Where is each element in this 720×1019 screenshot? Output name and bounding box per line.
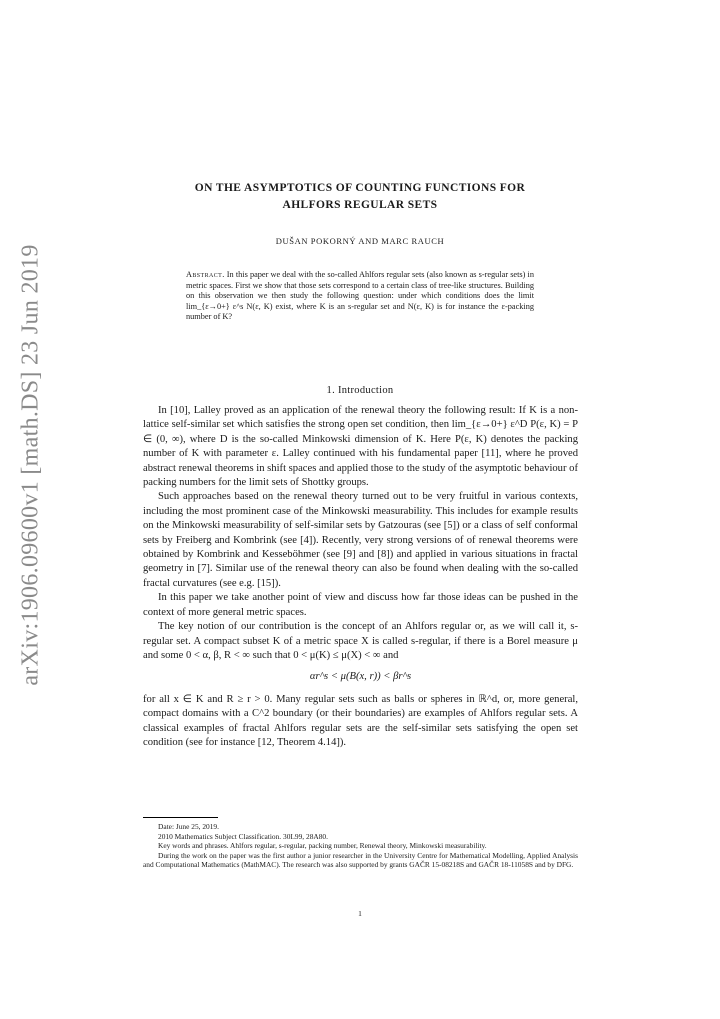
paragraph-3: In this paper we take another point of view and discuss how far those ideas can be pushed in the context of more general metric spaces. xyxy=(143,592,578,618)
footnote-rule xyxy=(143,817,218,818)
display-equation: αr^s < μ(B(x, r)) < βr^s xyxy=(309,671,412,683)
paper-title xyxy=(140,180,580,214)
arxiv-id: arXiv:1906.09600v1 [math.DS] 23 Jun 2019 xyxy=(17,244,44,686)
section-heading: 1. Introduction xyxy=(326,385,394,396)
abstract xyxy=(186,270,534,323)
abstract-label: Abstract. xyxy=(186,270,225,279)
body-text xyxy=(143,404,578,750)
paragraph-1: In [10], Lalley proved as an application of the renewal theory the following result: If K is a non-lattice self-similar set which satisfies the strong open set condition, then lim_{ε→0+} ε^D P(ε, K) = P ∈ (0, ∞), where D is the so-called Minkowski dimension of K. Here P(ε, K) denotes the packing number of K with parameter ε. Lalley continued with his fundamental paper [11], where he proved abstract renewal theorems in shift spaces and applied those to the study of the asymptotic behaviour of packing numbers for the limit sets of Shottky groups. xyxy=(143,405,578,489)
arxiv-stamp xyxy=(17,244,44,686)
page-number: 1 xyxy=(358,909,362,918)
abstract-text: In this paper we deal with the so-called Ahlfors regular sets (also known as s-regular sets) in metric spaces. First we show that those sets correspond to a certain class of tree-like structures. Building on this observation we then study the following question: under which conditions does the limit lim_{ε→0+} ε^s N(ε, K) exist, where K is an s-regular set and N(ε, K) is for instance the ε-packing number of K? xyxy=(186,270,534,322)
footnote-msc: 2010 Mathematics Subject Classification. 30L99, 28A80. xyxy=(158,831,328,841)
title-line-2: AHLFORS REGULAR SETS xyxy=(282,199,438,211)
footnotes xyxy=(143,822,578,870)
paragraph-5: for all x ∈ K and R ≥ r > 0. Many regular sets such as balls or spheres in ℝ^d, or, more general, compact domains with a C^2 boundary (or their boundaries) are examples of Ahlfors regular sets. A classical examples of fractal Ahlfors regular sets are the self-similar sets satisfying the open set condition (see for instance [12, Theorem 4.14]). xyxy=(143,693,578,748)
footnote-date: Date: June 25, 2019. xyxy=(158,822,219,831)
footnote-funding: During the work on the paper was the first author a junior researcher in the University Centre for Mathematical Modelling, Applied Analysis and Computational Mathematics (MathMAC). The research was also supported by grants GAČR 15-08218S and GAČR 18-11058S and by DFG. xyxy=(143,850,578,870)
paragraph-4: The key notion of our contribution is the concept of an Ahlfors regular or, as we will call it, s-regular set. A compact subset K of a metric space X is called s-regular, if there is a Borel measure μ and some 0 < α, β, R < ∞ such that 0 < μ(K) ≤ μ(X) < ∞ and xyxy=(143,621,578,661)
title-line-1: ON THE ASYMPTOTICS OF COUNTING FUNCTIONS FOR xyxy=(194,182,526,194)
footnote-keywords: Key words and phrases. Ahlfors regular, s-regular, packing number, Renewal theory, Minkowski measurability. xyxy=(158,841,487,851)
authors: DUŠAN POKORNÝ AND MARC RAUCH xyxy=(275,236,445,246)
paragraph-2: Such approaches based on the renewal theory turned out to be very fruitful in various contexts, including the most prominent case of the Minkowski measurability. This includes for example results on the Minkowski measurability of self-similar sets by Gatzouras (see [5]) or a class of self conformal sets by Freiberg and Kombrink (see [4]). Recently, very strong versions of of renewal theorems were obtained by Kombrink and Kesseböhmer (see [9] and [8]) and applied in various situations in fractal geometry in [7]. Similar use of the renewal theory can also be found when dealing with the so-called fractal curvatures (see e.g. [15]). xyxy=(143,491,578,589)
